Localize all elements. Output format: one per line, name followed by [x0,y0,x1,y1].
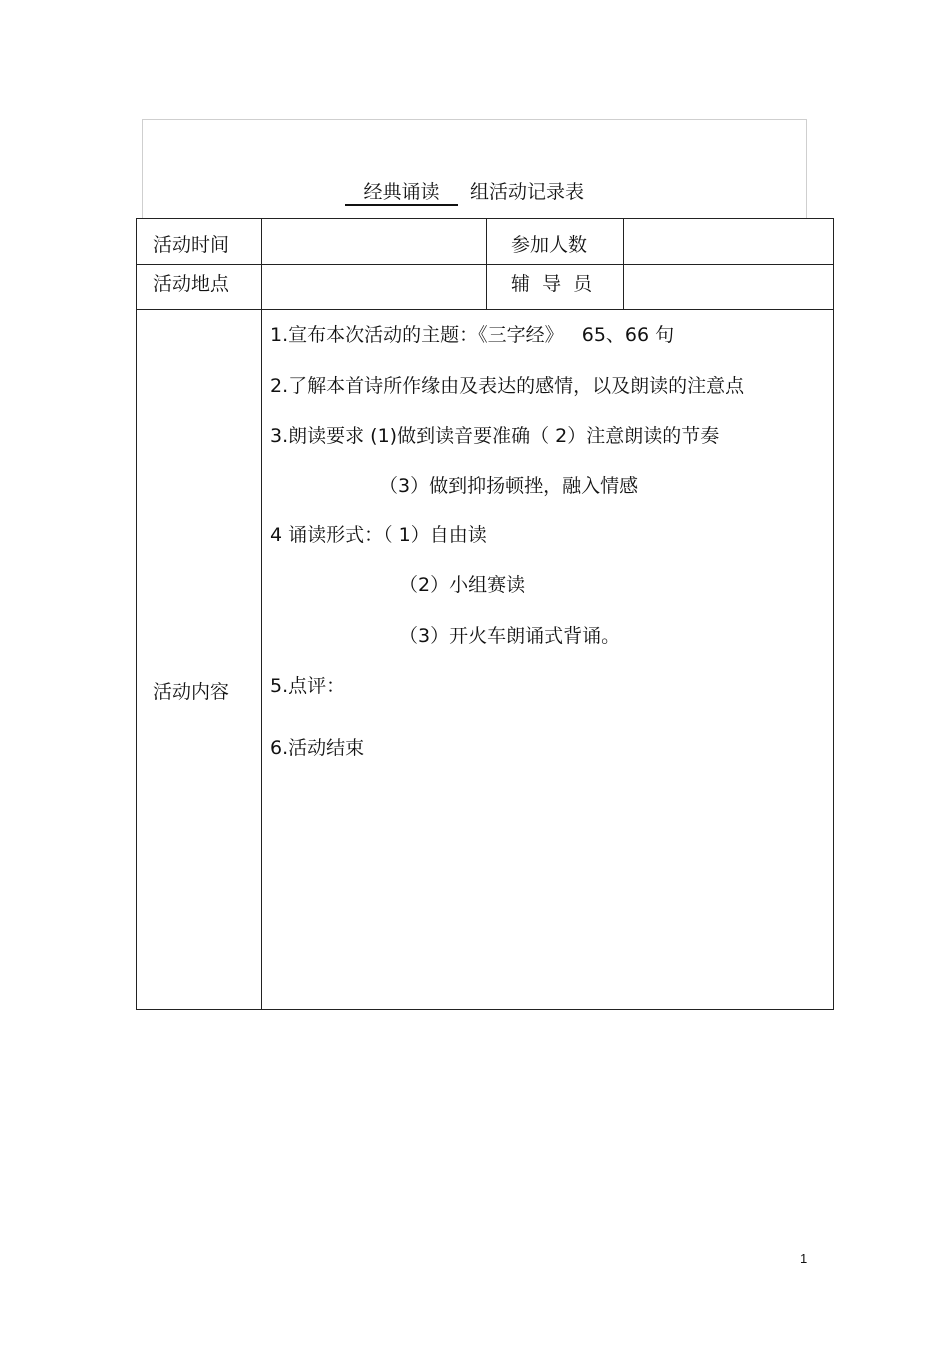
content-line-9: 6.活动结束 [270,737,365,759]
label-activity-content: 活动内容 [153,681,230,703]
content-line-7: （3）开火车朗诵式背诵。 [399,625,621,647]
col-divider-mid-left [486,219,487,309]
label-tutor: 辅 导 员 [511,273,593,295]
row-divider-2 [137,309,833,310]
title-group-name: 经典诵读 [345,180,458,206]
title-text: 组活动记录表 [470,181,585,203]
label-participants: 参加人数 [511,234,588,256]
content-line-5: 4 诵读形式：（ 1）自由读 [270,524,487,546]
col-divider-mid-right [623,219,624,309]
content-line-8: 5.点评： [270,675,346,697]
content-line-4: （3）做到抑扬顿挫，融入情感 [379,475,639,497]
content-line-1: 1.宣布本次活动的主题：《三字经》 65、66 句 [270,324,675,346]
activity-record-table [136,218,834,1010]
content-line-6: （2）小组赛读 [399,574,526,596]
row-divider-1 [137,264,833,265]
label-activity-location: 活动地点 [153,273,230,295]
page-number: 1 [800,1251,808,1266]
col-divider-label [261,219,262,1009]
label-activity-time: 活动时间 [153,234,230,256]
page-title [0,180,950,208]
content-line-2: 2.了解本首诗所作缘由及表达的感情，以及朗读的注意点 [270,375,745,397]
content-line-3: 3.朗读要求 (1)做到读音要准确（ 2）注意朗读的节奏 [270,425,720,447]
